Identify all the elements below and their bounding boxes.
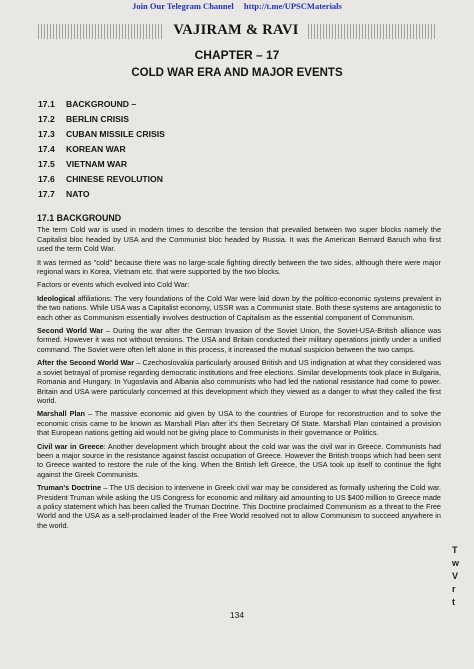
toc-item (38, 97, 165, 112)
after-war-text: – Czechoslovakia particularly aroused British and US indignation at what they considered was a soviet betrayal of promise regarding democratic institutions and free elections. Similar developments took place in Bulgaria, Romania and Hungary. In Yugoslavia and Albania also communists who had led the national resistance had come to power. Britain and USA were particularly concerned at this development which they viewed as a danger to what they called the first world. (37, 358, 441, 405)
toc-number: 17.6 (38, 174, 55, 184)
telegram-channel-text: Join Our Telegram Channel (132, 1, 234, 11)
second-world-war-label: Second World War (37, 326, 104, 336)
toc-label: NATO (66, 189, 90, 199)
marshall-plan-text: – The massive economic aid given by USA to the countries of Europe for reconstruction and to solve the economic crisis came to be known as Marshall Plan after it's then Secretary Of State. Marshall Plan contained a provision that European nations getting aid would not be giving place to Communists in their governance or Politics. (37, 409, 442, 438)
toc-label: CUBAN MISSILE CRISIS (66, 129, 165, 139)
toc-label: BACKGROUND – (66, 99, 137, 109)
ideological-text: affiliations: The very foundations of the Cold War were laid down by the politico-economic systems prevalent in the two nations. While USA was a Capitalist economy, USSR was a Communist state. Both these systems are antagonistic to each other as Communism essentially involves destruction of Capitalism as the essential component of Communism. (37, 293, 441, 322)
toc-item (38, 157, 165, 172)
after-war-label: After the Second World War (37, 358, 135, 368)
toc-number: 17.3 (38, 129, 55, 139)
ideological-paragraph (37, 294, 441, 322)
toc-number: 17.4 (38, 144, 55, 154)
section-heading: 17.1 BACKGROUND (37, 213, 122, 223)
toc-label: KOREAN WAR (66, 144, 126, 154)
cold-term-paragraph: It was termed as "cold" because there was no large-scale fighting directly between the two sides, although there were major regional wars in Korea, Vietnam etc. that were supported by the two blocks. (37, 257, 441, 277)
greece-civil-war-paragraph (37, 442, 441, 480)
truman-doctrine-paragraph (37, 483, 441, 530)
edge-mark: w (452, 558, 460, 568)
telegram-url[interactable]: http://t.me/UPSCMaterials (243, 1, 342, 11)
toc-label: BERLIN CRISIS (66, 114, 130, 124)
edge-mark: V (452, 571, 459, 581)
brand-title: VAJIRAM & RAVI (173, 22, 299, 38)
marshall-plan-paragraph (37, 409, 441, 437)
toc-item (38, 142, 165, 157)
toc-label: VIETNAM WAR (66, 159, 128, 169)
intro-paragraph: The term Cold war is used in modern times to describe the tension that prevailed between two super blocks namely the Capitalist bloc headed by USA and the Communist bloc headed by Russia. It was the American Bernard Baruch who first used the term Cold War. (37, 225, 441, 254)
edge-mark: t (452, 597, 455, 607)
section-body (37, 214, 441, 534)
page-number: 134 (229, 610, 245, 620)
toc-item (38, 172, 165, 187)
toc-item (38, 112, 165, 127)
factors-intro: Factors or events which evolved into Cold War: (37, 280, 190, 290)
greece-civil-war-text: : Another development which brought about the cold war was the civil war in Greece. Communists had been a major source in the resistance against fascist occupation of Greece. However the British troops which had been sent to Greece wanted to restore the rule of the king. When the British left Greece, the USA took up itself to continue the fight against the Greek Communists. (37, 441, 441, 479)
second-world-war-paragraph (37, 326, 441, 354)
chapter-title: COLD WAR ERA AND MAJOR EVENTS (131, 67, 343, 79)
chapter-heading: CHAPTER – 17 (194, 48, 280, 62)
edge-mark: T (452, 545, 458, 555)
truman-doctrine-label: Truman's Doctrine (37, 483, 102, 493)
toc-item (38, 127, 165, 142)
after-war-paragraph (37, 358, 441, 405)
table-of-contents (38, 97, 165, 202)
ideological-label: Ideological (37, 293, 76, 303)
telegram-banner (0, 0, 474, 14)
marshall-plan-label: Marshall Plan (37, 409, 86, 419)
edge-mark: r (452, 584, 456, 594)
toc-number: 17.7 (38, 189, 55, 199)
toc-item (38, 187, 165, 202)
header-hatch-left (38, 24, 164, 39)
toc-number: 17.1 (38, 99, 55, 109)
truman-doctrine-text: – The US decision to intervene in Greek civil war may be considered as formally ushering the Cold war. President Truman while asking the US Congress for economic and military aid amounting to US $400 million to Greece made a policy statement which has been called the Truman Doctrine. This Doctrine proclaimed Communism as a threat to the Free World and the USA as a self-proclaimed leader of the Free World resolved not to allow Communism to succeed anywhere in the world. (37, 483, 441, 530)
second-world-war-text: – During the war after the German Invasion of the Soviet Union, the Soviet-USA-British alliance was formed. However it was not without tensions. The USA and Britain conducted their military operations jointly under a unified command. The Soviet were often left alone in this process, it increased the mutual suspicion between the two camps. (37, 326, 441, 354)
toc-number: 17.2 (38, 114, 55, 124)
toc-number: 17.5 (38, 159, 55, 169)
toc-label: CHINESE REVOLUTION (66, 174, 163, 184)
greece-civil-war-label: Civil war in Greece (37, 441, 104, 451)
header-hatch-right (308, 24, 436, 39)
